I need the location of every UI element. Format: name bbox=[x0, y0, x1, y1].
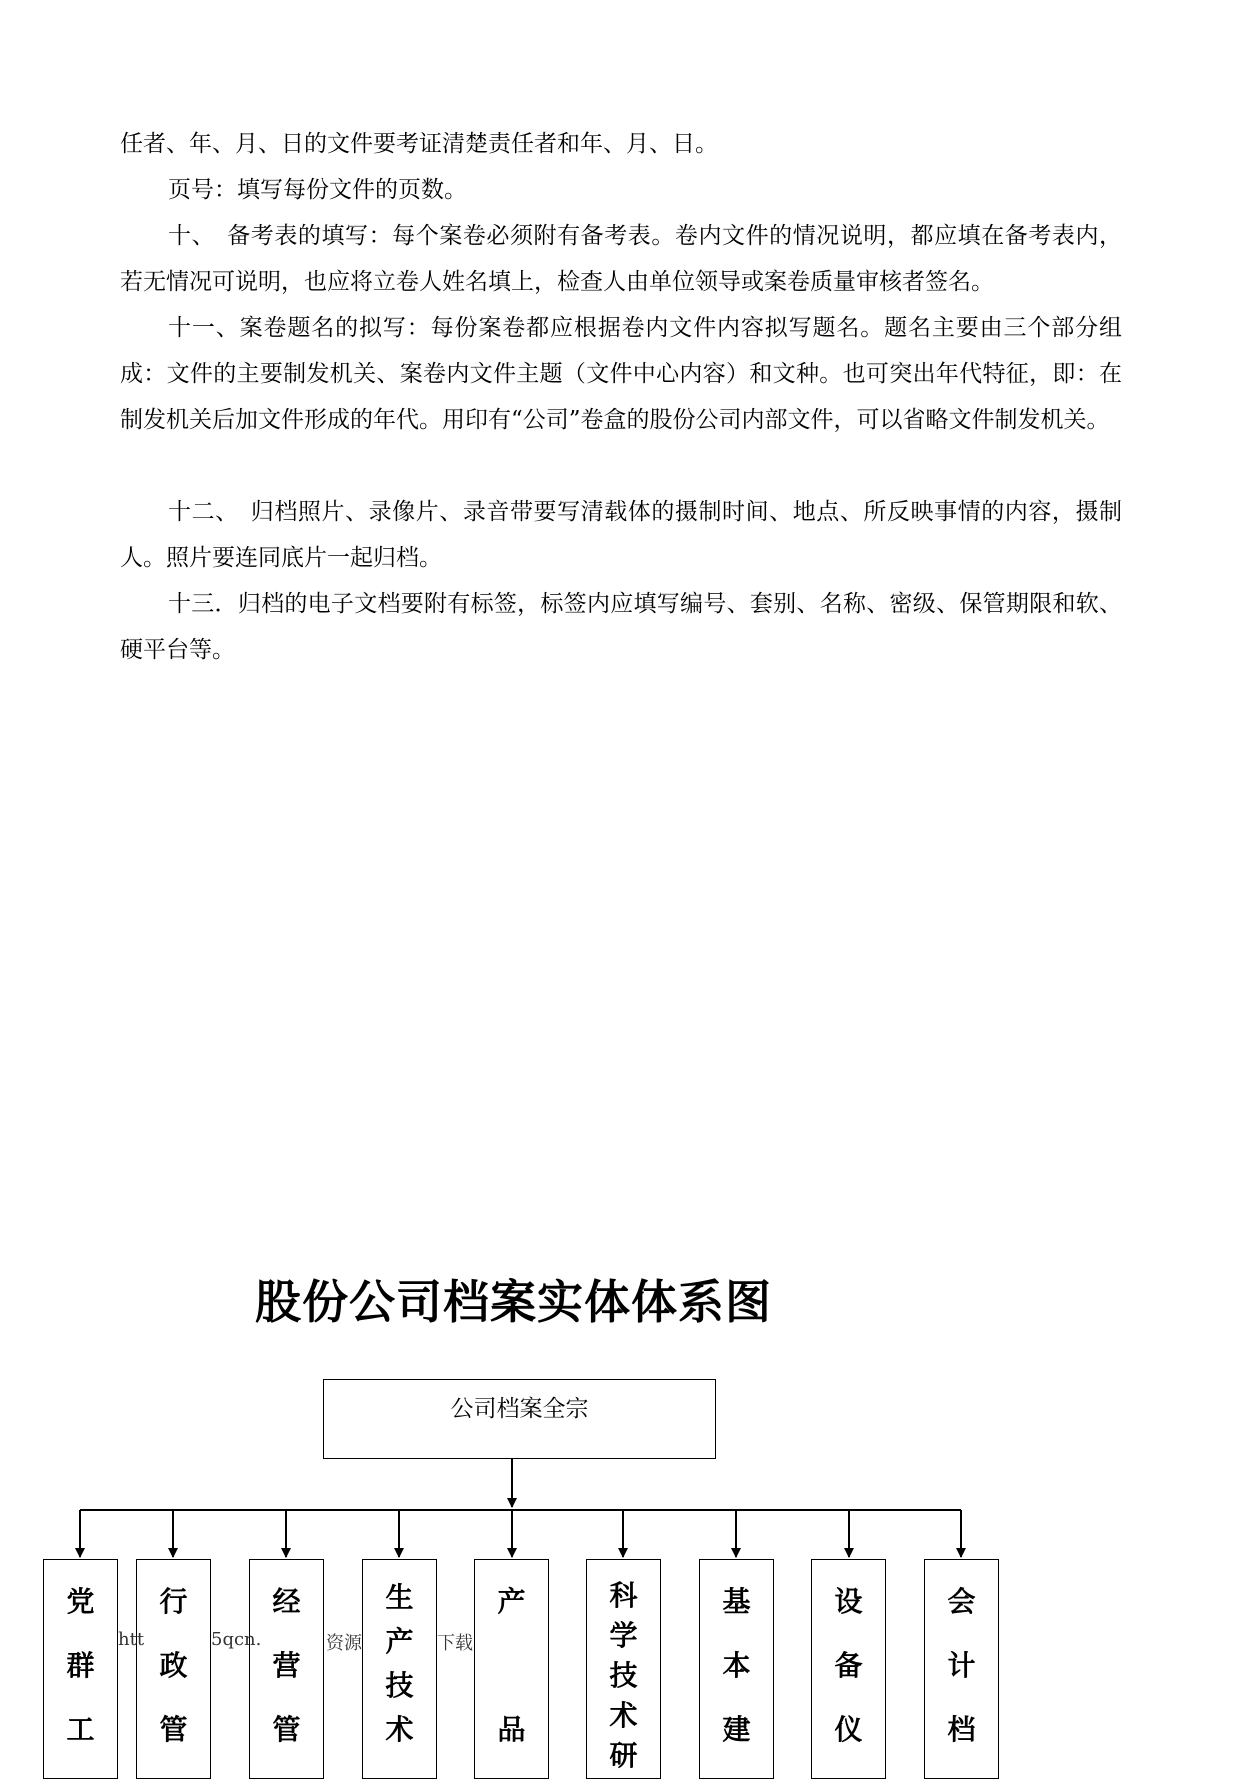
category-char: 会 bbox=[947, 1585, 976, 1618]
paragraph-file-title: 十一、案卷题名的拟写：每份案卷都应根据卷内文件内容拟写题名。题名主要由三个部分组成：文件的主要制发机关、案卷内文件主题（文件中心内容）和文种。也可突出年代特征，即：在制发机关后加文件形成的年代。用印有“公司”卷盒的股份公司内部文件，可以省略文件制发机关。 bbox=[120, 315, 1122, 433]
category-administration bbox=[136, 1559, 211, 1779]
category-char: 术 bbox=[609, 1699, 638, 1732]
category-accounting-archive bbox=[924, 1559, 999, 1779]
category-business-management bbox=[249, 1559, 324, 1779]
category-char: 研 bbox=[609, 1739, 638, 1772]
category-char: 技 bbox=[609, 1659, 638, 1692]
watermark-fragment: 下载 bbox=[437, 1633, 473, 1654]
category-char: 学 bbox=[609, 1619, 638, 1652]
category-char: 品 bbox=[497, 1713, 526, 1746]
category-char: 技 bbox=[385, 1669, 414, 1702]
category-science-research bbox=[586, 1559, 661, 1779]
root-node-label: 公司档案全宗 bbox=[450, 1396, 589, 1422]
paragraph-photo-archive: 十二、 归档照片、录像片、录音带要写清载体的摄制时间、地点、所反映事情的内容，摄制人。照片要连同底片一起归档。 bbox=[120, 499, 1122, 571]
category-char: 仪 bbox=[834, 1713, 863, 1746]
category-char: 计 bbox=[947, 1649, 976, 1682]
category-char: 备 bbox=[834, 1649, 863, 1682]
category-char: 经 bbox=[272, 1585, 301, 1618]
paragraph-page-number: 页号：填写每份文件的页数。 bbox=[168, 177, 467, 203]
category-char: 政 bbox=[159, 1649, 188, 1682]
category-char: 管 bbox=[159, 1713, 188, 1746]
category-char: 档 bbox=[947, 1713, 976, 1746]
category-char: 建 bbox=[722, 1713, 751, 1746]
category-char: 群 bbox=[66, 1649, 95, 1682]
category-capital-construction bbox=[699, 1559, 774, 1779]
category-char: 设 bbox=[834, 1585, 863, 1618]
category-char: 生 bbox=[385, 1581, 414, 1614]
watermark-fragment: 5qcn. bbox=[211, 1629, 262, 1650]
category-char: 产 bbox=[385, 1625, 414, 1658]
watermark-fragment: 资源 bbox=[326, 1633, 362, 1654]
category-char: 工 bbox=[66, 1713, 95, 1746]
category-char: 党 bbox=[66, 1585, 95, 1618]
watermark-fragment: htt bbox=[118, 1629, 145, 1650]
category-production-technology bbox=[362, 1559, 437, 1779]
root-node-box bbox=[323, 1379, 716, 1459]
category-party-mass bbox=[43, 1559, 118, 1779]
category-char: 营 bbox=[272, 1649, 301, 1682]
category-char: 术 bbox=[385, 1713, 414, 1746]
category-char: 本 bbox=[722, 1649, 751, 1682]
category-char: 产 bbox=[497, 1585, 526, 1618]
paragraph-remarks-table: 十、 备考表的填写：每个案卷必须附有备考表。卷内文件的情况说明，都应填在备考表内，若无情况可说明，也应将立卷人姓名填上，检查人由单位领导或案卷质量审核者签名。 bbox=[120, 223, 1122, 295]
category-product bbox=[474, 1559, 549, 1779]
category-char: 科 bbox=[609, 1579, 638, 1612]
category-equipment-instruments bbox=[811, 1559, 886, 1779]
category-char: 基 bbox=[722, 1585, 751, 1618]
paragraph-responsibility-date: 任者、年、月、日的文件要考证清楚责任者和年、月、日。 bbox=[120, 131, 718, 157]
category-char: 行 bbox=[159, 1585, 188, 1618]
paragraph-electronic-docs: 十三．归档的电子文档要附有标签，标签内应填写编号、套别、名称、密级、保管期限和软、硬平台等。 bbox=[120, 591, 1122, 663]
diagram-title: 股份公司档案实体体系图 bbox=[255, 1275, 772, 1329]
category-char: 管 bbox=[272, 1713, 301, 1746]
